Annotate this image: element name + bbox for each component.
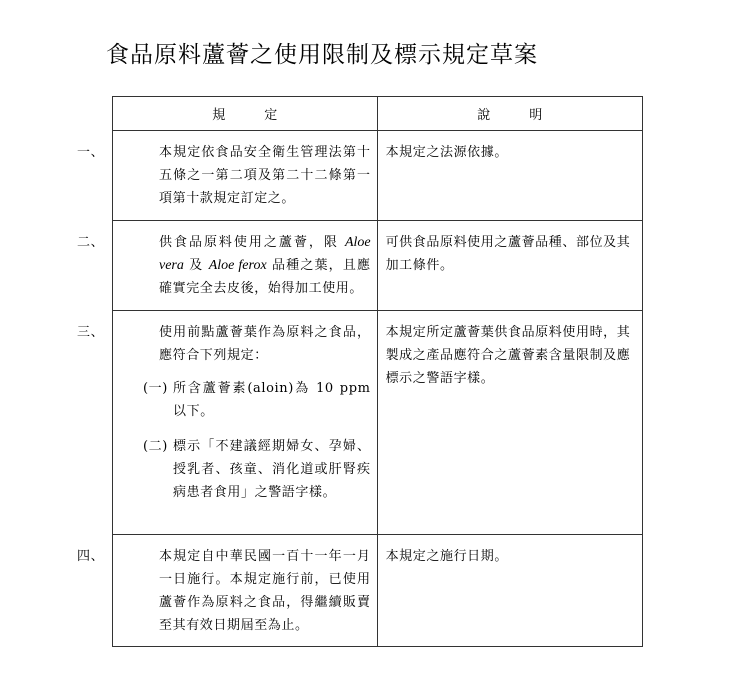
species-name: Aloe ferox <box>208 258 267 273</box>
clause-number: 四、 <box>77 549 105 564</box>
clause-text-part: 及 <box>189 258 204 273</box>
clause-text: 本規定自中華民國一百十一年一月一日施行。本規定施行前，已使用蘆薈作為原料之食品，得繼續販賣至其有效日期屆至為止。 <box>159 549 371 633</box>
table-header-row <box>113 97 643 131</box>
explanation-text: 本規定之施行日期。 <box>385 549 508 564</box>
sub-item-number: (一) <box>143 381 168 396</box>
sub-item-text: 標示「不建議經期婦女、孕婦、授乳者、孩童、消化道或肝腎疾病患者食用」之警語字樣。 <box>173 439 371 500</box>
sub-item-number: (二) <box>143 439 168 454</box>
table-row <box>113 221 643 311</box>
table-row <box>113 131 643 221</box>
clause-number: 一、 <box>77 145 105 160</box>
sub-item <box>143 435 371 504</box>
clause-text-part: 供食品原料使用之蘆薈，限 <box>159 235 339 250</box>
species-name: Aloe vera <box>159 235 371 273</box>
clause-text-part: 品種之葉，且應確實完全去皮後，始得加工使用。 <box>159 258 371 296</box>
header-explanation: 說 明 <box>377 97 642 131</box>
explanation-text: 本規定之法源依據。 <box>385 145 508 160</box>
explanation-cell <box>377 535 642 647</box>
clause-number: 二、 <box>77 235 105 250</box>
regulation-cell <box>77 311 378 535</box>
regulation-cell <box>77 131 378 221</box>
clause-text: 本規定依食品安全衛生管理法第十五條之一第二項及第二十二條第一項第十款規定訂定之。 <box>159 145 371 206</box>
regulation-cell <box>77 535 378 647</box>
header-regulation: 規 定 <box>113 97 378 131</box>
regulation-table <box>77 96 643 647</box>
explanation-cell <box>377 131 642 221</box>
clause-number: 三、 <box>77 325 105 340</box>
document-title: 食品原料蘆薈之使用限制及標示規定草案 <box>106 42 538 68</box>
explanation-text: 本規定所定蘆薈葉供食品原料使用時，其製成之產品應符合之蘆薈素含量限制及應標示之警語字樣。 <box>385 325 631 386</box>
explanation-cell <box>377 221 642 311</box>
explanation-cell <box>377 311 642 535</box>
table-row <box>113 311 643 535</box>
sub-item-text: 所含蘆薈素(aloin)為 10 ppm 以下。 <box>173 381 371 419</box>
clause-text: 使用前點蘆薈葉作為原料之食品，應符合下列規定： <box>159 325 371 363</box>
regulation-cell <box>77 221 378 311</box>
table-row <box>113 535 643 647</box>
explanation-text: 可供食品原料使用之蘆薈品種、部位及其加工條件。 <box>385 235 631 273</box>
sub-item <box>143 377 371 423</box>
